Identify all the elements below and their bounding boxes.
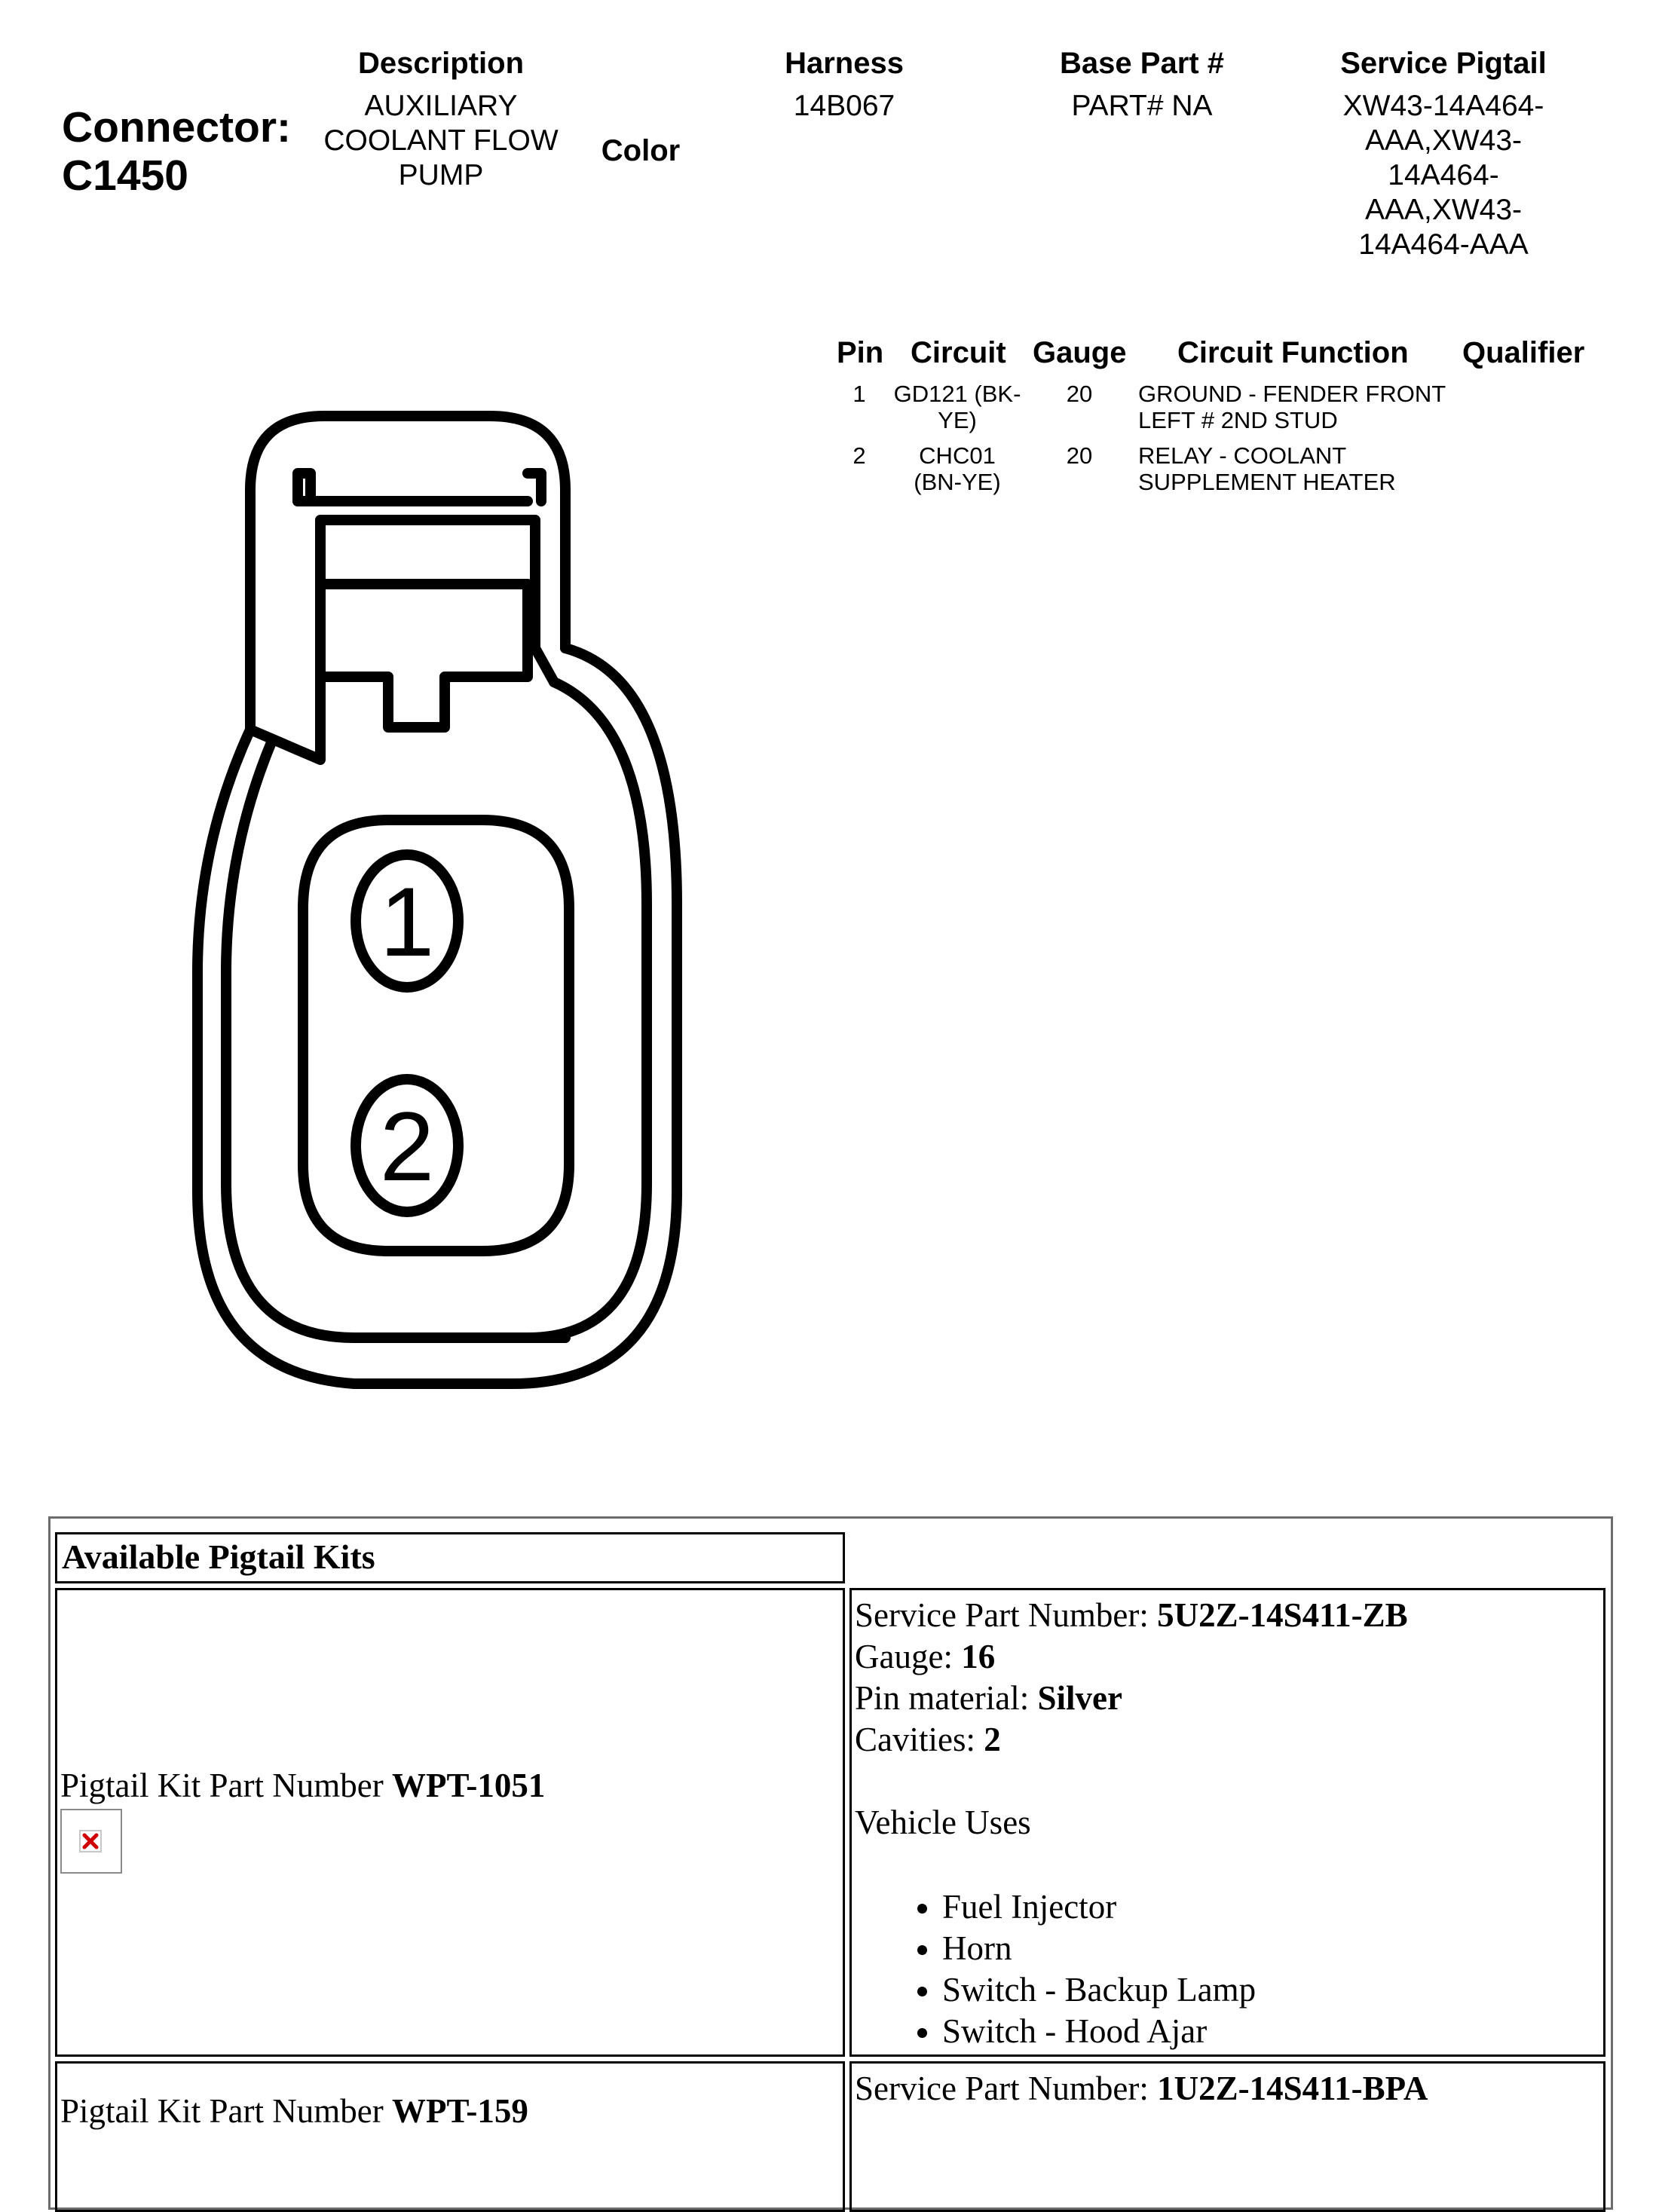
function-header: Circuit Function: [1177, 336, 1409, 369]
pin-row-2-gauge: 20: [1066, 442, 1093, 469]
pin-row-2-circuit: CHC01 (BN-YE): [914, 442, 1001, 495]
broken-image-icon: [62, 1810, 121, 1872]
kit-1-cavities: Cavities: 2: [855, 1721, 1001, 1758]
pin-row-1-gauge: 20: [1066, 381, 1093, 407]
color-header: Color: [601, 134, 681, 167]
kit-1-part-number: Pigtail Kit Part Number WPT-1051: [60, 1767, 546, 1804]
service-pigtail-value: XW43-14A464- AAA,XW43- 14A464- AAA,XW43- 14A464-AAA: [1342, 90, 1544, 261]
list-item: • Switch - Hood Ajar: [942, 2011, 1256, 2052]
pin-2-label: 2: [379, 1091, 435, 1201]
kit-1-right-cell: [849, 1588, 1605, 2057]
pin-row-2-pin: 2: [852, 442, 866, 469]
connector-face-diagram: [0, 0, 754, 1432]
kit-1-service-part-number: Service Part Number: 5U2Z-14S411-ZB: [855, 1596, 1408, 1634]
description-header: Description: [357, 47, 525, 80]
kit-2-left-cell: [55, 2061, 845, 2212]
kit-2-part-number: Pigtail Kit Part Number WPT-159: [60, 2092, 528, 2130]
list-item: • Fuel Injector: [942, 1886, 1256, 1928]
kit-2-right-cell: [849, 2061, 1605, 2212]
list-item: • Horn: [942, 1928, 1256, 1969]
kit-1-image-placeholder: [60, 1809, 122, 1874]
harness-header: Harness: [785, 47, 904, 80]
qualifier-header: Qualifier: [1462, 336, 1585, 369]
pin-row-2-function: RELAY - COOLANT SUPPLEMENT HEATER: [1138, 442, 1396, 495]
pin-header: Pin: [837, 336, 884, 369]
kit-1-vehicle-uses-list: [942, 1886, 1256, 2052]
gauge-header: Gauge: [1033, 336, 1127, 369]
service-pigtail-header: Service Pigtail: [1340, 47, 1547, 80]
kit-1-vehicle-uses-title: Vehicle Uses: [855, 1804, 1031, 1841]
base-part-value: PART# NA: [1071, 90, 1213, 122]
pigtail-kits-table: [48, 1516, 1613, 2210]
pin-row-1-pin: 1: [852, 381, 866, 407]
key-slot-outline: [320, 584, 528, 727]
pigtail-kits-title: Available Pigtail Kits: [55, 1532, 845, 1583]
pin-row-1-circuit: GD121 (BK- YE): [893, 381, 1021, 433]
kit-1-gauge: Gauge: 16: [855, 1638, 996, 1675]
circuit-header: Circuit: [911, 336, 1006, 369]
pin-cavity-outline: [303, 820, 569, 1251]
shell-left-outline: [197, 730, 452, 1384]
base-part-header: Base Part #: [1060, 47, 1224, 80]
kit-1-left-cell: [55, 1588, 845, 2057]
connector-label: Connector:: [62, 103, 291, 151]
pin-row-1-function: GROUND - FENDER FRONT LEFT # 2ND STUD: [1138, 381, 1446, 433]
kit-1-pin-material: Pin material: Silver: [855, 1679, 1122, 1717]
list-item: • Switch - Backup Lamp: [942, 1969, 1256, 2011]
latch-outer-outline: [250, 416, 565, 730]
pin-1-label: 1: [379, 867, 435, 977]
harness-value: 14B067: [793, 90, 895, 122]
description-value: AUXILIARY COOLANT FLOW PUMP: [323, 90, 559, 191]
kit-2-service-part-number: Service Part Number: 1U2Z-14S411-BPA: [855, 2070, 1428, 2107]
connector-id: C1450: [62, 151, 188, 200]
